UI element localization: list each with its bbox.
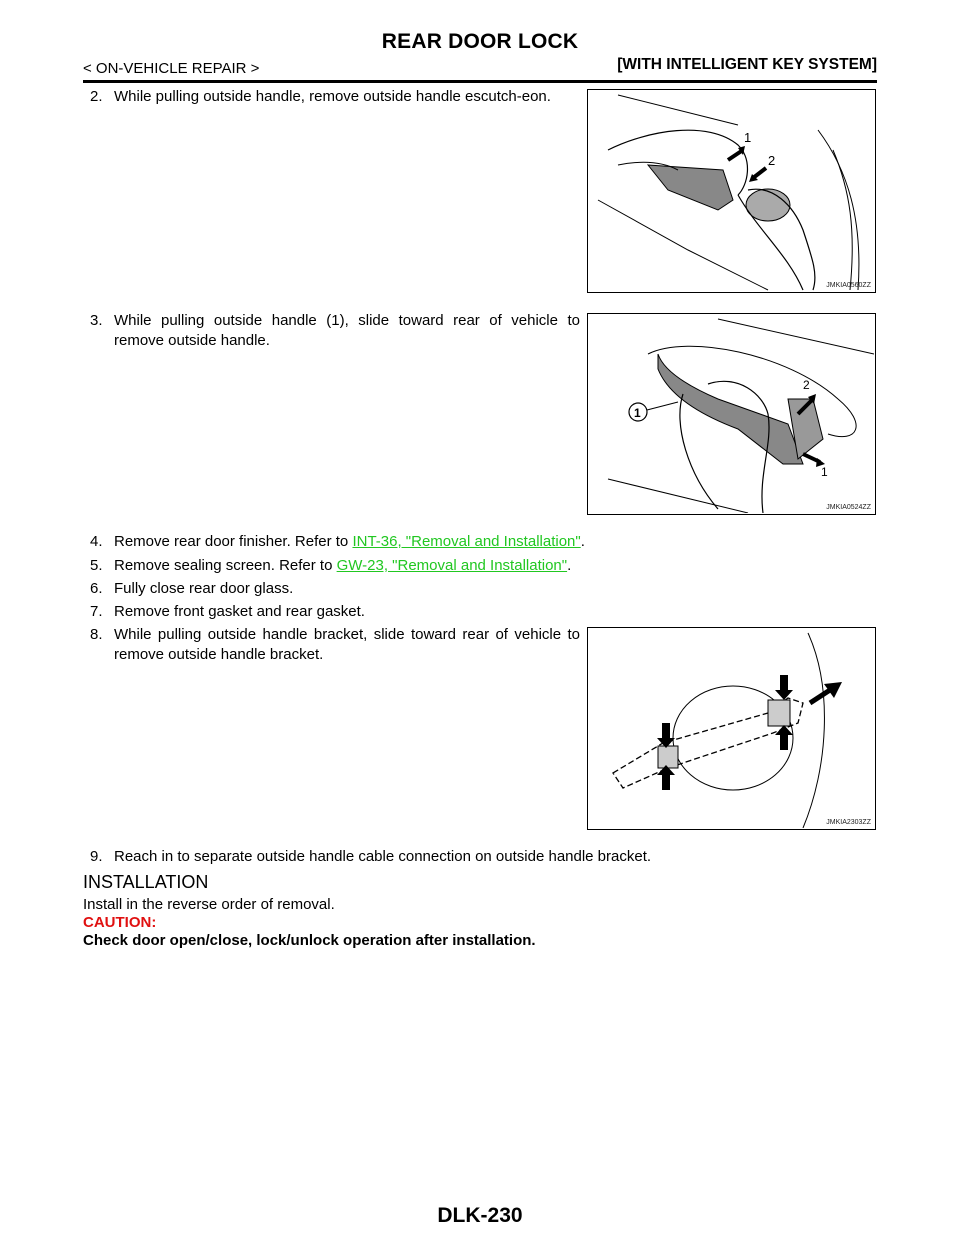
- page-number: DLK-230: [437, 1204, 523, 1227]
- ref-link-gw-23[interactable]: GW-23, "Removal and Installation": [336, 557, 568, 574]
- step-number: 3.: [90, 312, 103, 329]
- figure-handle-removal: [587, 313, 876, 515]
- header-divider: [83, 80, 877, 83]
- step-text: While pulling outside handle bracket, slide toward rear of vehicle to remove outside handle bracket.: [114, 626, 580, 663]
- step-number: 5.: [90, 557, 103, 574]
- step-text: While pulling outside handle, remove outside handle escutch-eon.: [114, 88, 551, 105]
- step-text: While pulling outside handle (1), slide toward rear of vehicle to remove outside handle.: [114, 312, 580, 349]
- figure-bracket-removal: [587, 627, 876, 830]
- callout-1: 1: [744, 130, 752, 145]
- callout-2: 2: [768, 153, 776, 168]
- caution-label: CAUTION:: [83, 914, 157, 931]
- page-title: REAR DOOR LOCK: [381, 30, 579, 53]
- step-text: [114, 556, 894, 576]
- figure-id: JMKIA0560ZZ: [826, 282, 871, 289]
- installation-text: Install in the reverse order of removal.: [83, 896, 335, 913]
- step-text: Fully close rear door glass.: [114, 580, 294, 597]
- handle-illustration: [588, 314, 874, 513]
- step-text: Remove front gasket and rear gasket.: [114, 603, 365, 620]
- step-number: 9.: [90, 848, 103, 865]
- figure-id: JMKIA2303ZZ: [826, 819, 871, 826]
- step-number: 8.: [90, 626, 103, 643]
- caution-text: Check door open/close, lock/unlock operation after installation.: [83, 932, 536, 949]
- figure-escutcheon-removal: [587, 89, 876, 293]
- escutcheon-illustration: [588, 90, 874, 291]
- step-text: Reach in to separate outside handle cable connection on outside handle bracket.: [114, 848, 652, 865]
- step-text: [114, 532, 894, 552]
- step-number: 2.: [90, 88, 103, 105]
- installation-heading: INSTALLATION: [83, 872, 209, 892]
- step-number: 7.: [90, 603, 103, 620]
- step-text-lead: Remove sealing screen. Refer to: [114, 557, 337, 574]
- figure-id: JMKIA0524ZZ: [826, 504, 871, 511]
- step-number: 4.: [90, 533, 103, 550]
- callout-1: 1: [634, 406, 641, 420]
- ref-link-int-36[interactable]: INT-36, "Removal and Installation": [352, 533, 581, 550]
- step-number: 6.: [90, 580, 103, 597]
- step-text-end: .: [580, 533, 585, 550]
- step-text-end: .: [567, 557, 572, 574]
- bracket-illustration: [588, 628, 874, 828]
- section-breadcrumb: < ON-VEHICLE REPAIR >: [83, 60, 260, 77]
- step-text-lead: Remove rear door finisher. Refer to: [114, 533, 353, 550]
- system-label: [WITH INTELLIGENT KEY SYSTEM]: [617, 56, 877, 73]
- callout-1b: 1: [821, 465, 828, 479]
- callout-2: 2: [803, 378, 810, 392]
